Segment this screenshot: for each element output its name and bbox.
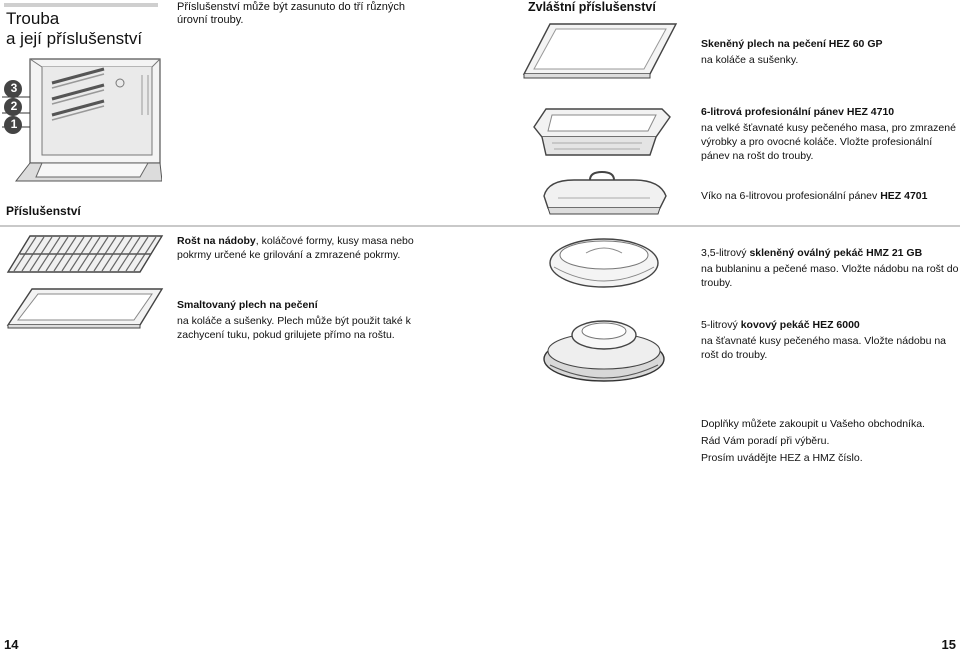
glass-tray-description <box>701 37 956 67</box>
lid-text: Víko na 6-litrovou profesionální pánev <box>701 190 881 202</box>
enamel-tray-description <box>177 298 435 342</box>
enamel-tray-icon <box>6 287 164 329</box>
wire-rack-icon <box>6 234 164 274</box>
wire-rack-description <box>177 234 435 262</box>
lid-code: HEZ 4701 <box>880 190 928 202</box>
metal-roaster-name: kovový pekáč HEZ 6000 <box>740 319 860 331</box>
glass-roaster-prefix: 3,5-litrový <box>701 247 750 259</box>
title-accent-bar <box>4 3 158 7</box>
glass-roaster-description <box>701 246 959 290</box>
wire-rack-name: Rošt na nádoby <box>177 235 256 247</box>
purchase-note-emphasis: můžete zakoupit <box>741 418 819 430</box>
lid-description <box>701 189 959 203</box>
purchase-note-line3: Prosím uvádějte HEZ a HMZ číslo. <box>701 452 863 464</box>
purchase-note-prefix: Doplňky <box>701 418 742 430</box>
pro-pan-icon <box>532 103 672 163</box>
pro-pan-description <box>701 105 956 163</box>
page-title-line1: Trouba <box>6 9 60 28</box>
page-number-left: 14 <box>4 637 19 652</box>
enamel-tray-name: Smaltovaný plech na pečení <box>177 299 318 311</box>
glass-tray-name: Skeněný plech na pečení HEZ 60 GP <box>701 38 883 50</box>
page-title-line2: a její příslušenství <box>6 29 143 48</box>
section-heading: Příslušenství <box>6 204 81 218</box>
glass-roaster-icon <box>546 233 662 291</box>
intro-text: Příslušenství může být zasunuto do tří různých úrovní trouby. <box>177 1 406 26</box>
glass-tray-text: na koláče a sušenky. <box>701 54 799 66</box>
pan-lid-icon <box>534 170 672 218</box>
oven-interior-figure <box>2 55 162 185</box>
glass-tray-icon <box>520 20 680 80</box>
enamel-tray-text: na koláče a sušenky. Plech může být použit také k zachycení tuku, pokud grilujete přímo na roštu. <box>177 315 411 341</box>
pro-pan-name: 6-litrová profesionální pánev HEZ 4710 <box>701 106 895 118</box>
wire-rack-text: , koláčové formy, kusy masa nebo pokrmy určené ke grilování a zmrazené pokrmy. <box>177 235 414 261</box>
glass-roaster-text: na bublaninu a pečené maso. Vložte nádobu na rošt do trouby. <box>701 263 959 289</box>
metal-roaster-text: na šťavnaté kusy pečeného masa. Vložte nádobu na rošt do trouby. <box>701 335 947 361</box>
pro-pan-text: na velké šťavnaté kusy pečeného masa, pro zmrazené výrobky a pro ovocné koláče. Vložte profesionální pánev na rošt do trouby. <box>701 122 956 162</box>
section-divider <box>0 225 960 227</box>
level-2-label: 2 <box>10 99 18 113</box>
metal-roaster-prefix: 5-litrový <box>701 319 741 331</box>
metal-roaster-icon <box>540 315 668 387</box>
glass-roaster-name: skleněný oválný pekáč HMZ 21 GB <box>749 247 923 259</box>
page-title <box>6 9 142 49</box>
level-1-label: 1 <box>10 117 18 131</box>
page-number-right: 15 <box>941 637 956 652</box>
metal-roaster-description <box>701 318 959 362</box>
special-accessories-heading: Zvláštní příslušenství <box>528 0 656 14</box>
purchase-note <box>701 416 959 467</box>
level-3-label: 3 <box>10 81 18 95</box>
purchase-note-rest: u Vašeho obchodníka. <box>818 418 925 430</box>
purchase-note-line2: Rád Vám poradí při výběru. <box>701 435 830 447</box>
